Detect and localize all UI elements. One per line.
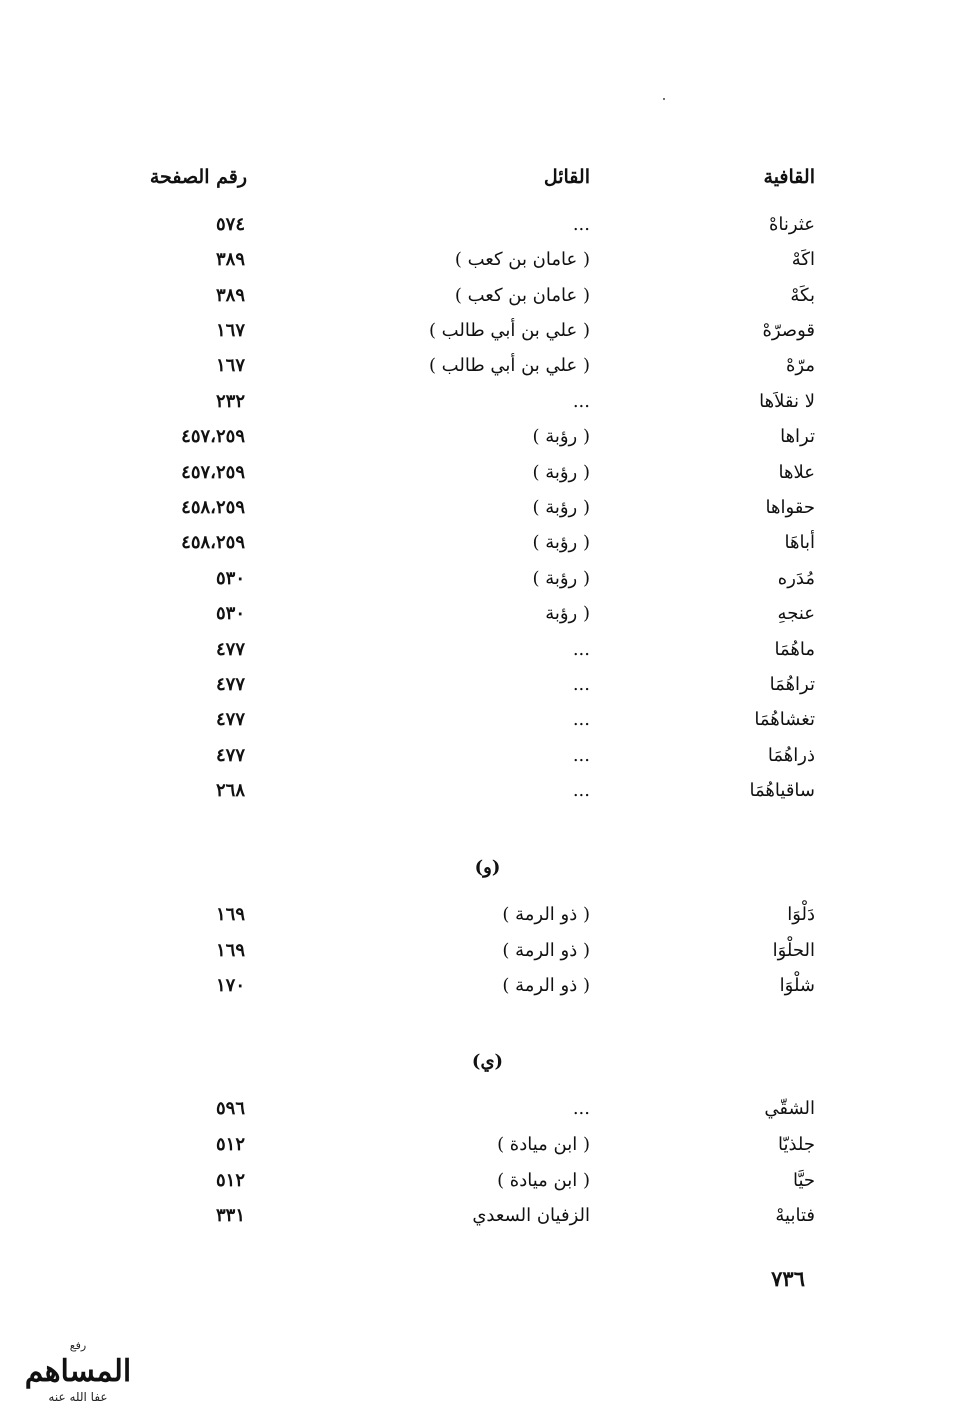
page-cell: ٤٧٧ — [215, 745, 245, 766]
table-row — [0, 780, 975, 814]
rhyme-cell: دَلْوَا — [787, 904, 815, 925]
table-row — [0, 426, 975, 460]
table-row — [0, 1098, 975, 1132]
speaker-cell: ( رؤبة ) — [532, 532, 590, 553]
page-cell: ١٧٠ — [215, 975, 245, 996]
rhyme-cell: ساقياهُمَا — [749, 780, 815, 801]
page-cell: ٥٣٠ — [215, 568, 245, 589]
page-cell: ٤٥٧،٢٥٩ — [181, 462, 245, 483]
header-rhyme: القافية — [763, 166, 815, 188]
rhyme-cell: الحلْوَا — [772, 940, 815, 961]
table-row — [0, 745, 975, 779]
rhyme-cell: قوصرّهْ — [762, 320, 815, 341]
table-row — [0, 462, 975, 496]
rhyme-cell: بكَهْ — [790, 285, 815, 306]
calligraphy-stamp-icon — [18, 1335, 138, 1393]
page-cell: ٤٧٧ — [215, 709, 245, 730]
table-row — [0, 709, 975, 743]
speaker-cell: ( رؤبة ) — [532, 462, 590, 483]
page-cell: ٤٥٧،٢٥٩ — [181, 426, 245, 447]
print-speck — [663, 98, 665, 100]
page-cell: ٥٣٠ — [215, 603, 245, 624]
rhyme-cell: علاها — [778, 462, 815, 483]
table-row — [0, 214, 975, 248]
table-row — [0, 285, 975, 319]
page-cell: ١٦٩ — [215, 940, 245, 961]
table-row — [0, 639, 975, 673]
stamp-signature: عفا الله عنه — [48, 1390, 108, 1404]
speaker-cell: ... — [572, 745, 590, 766]
table-row — [0, 1205, 975, 1239]
speaker-cell: ( ابن ميادة ) — [497, 1134, 590, 1155]
table-row — [0, 603, 975, 637]
rhyme-cell: عثرناهْ — [768, 214, 815, 235]
speaker-cell: ... — [572, 780, 590, 801]
table-row — [0, 674, 975, 708]
table-header — [0, 166, 975, 196]
page-cell: ٣٨٩ — [215, 249, 245, 270]
speaker-cell: ( عامان بن كعب ) — [454, 249, 590, 270]
table-row — [0, 532, 975, 566]
page-cell: ٢٣٢ — [215, 391, 245, 412]
table-row — [0, 355, 975, 389]
rhyme-cell: حقواها — [765, 497, 815, 518]
speaker-cell: ... — [572, 709, 590, 730]
speaker-cell: الزفيان السعدي — [472, 1205, 590, 1226]
speaker-cell: ( علي بن أبي طالب ) — [428, 320, 590, 341]
rhyme-cell: أباهَا — [784, 532, 815, 553]
rhyme-cell: جلذيّا — [777, 1134, 815, 1155]
rhyme-cell: مُدَره — [777, 568, 815, 589]
table-row — [0, 391, 975, 425]
rhyme-cell: تراها — [780, 426, 815, 447]
table-row — [0, 320, 975, 354]
speaker-cell: ( علي بن أبي طالب ) — [428, 355, 590, 376]
header-page-number: رقم الصفحة — [149, 166, 247, 188]
page-cell: ٥١٢ — [215, 1134, 245, 1155]
page-cell: ٥١٢ — [215, 1170, 245, 1191]
page-cell: ٢٦٨ — [215, 780, 245, 801]
speaker-cell: ( رؤبة — [545, 603, 590, 624]
speaker-cell: ( ذو الرمة ) — [502, 940, 590, 961]
speaker-cell: ( رؤبة ) — [532, 568, 590, 589]
speaker-cell: ( عامان بن كعب ) — [454, 285, 590, 306]
table-row — [0, 497, 975, 531]
rhyme-cell: لا نقلاَها — [759, 391, 815, 412]
page-number: ٧٣٦ — [771, 1266, 805, 1291]
page-cell: ١٦٧ — [215, 355, 245, 376]
rhyme-cell: حيَّا — [792, 1170, 815, 1191]
rhyme-cell: تراهُمَا — [769, 674, 815, 695]
rhyme-cell: مرّهْ — [785, 355, 815, 376]
page-cell: ٤٥٨،٢٥٩ — [181, 532, 245, 553]
page-cell: ٣٨٩ — [215, 285, 245, 306]
rhyme-cell: تغشاهُمَا — [754, 709, 815, 730]
page-cell: ٣٣١ — [215, 1205, 245, 1226]
uploader-stamp — [18, 1335, 138, 1410]
page-cell: ٥٧٤ — [215, 214, 245, 235]
rhyme-cell: ذراهُمَا — [767, 745, 815, 766]
rhyme-cell: عنجهِ — [777, 603, 815, 624]
rhyme-cell: شلْوَا — [779, 975, 815, 996]
speaker-cell: ... — [572, 674, 590, 695]
speaker-cell: ( رؤبة ) — [532, 426, 590, 447]
table-row — [0, 904, 975, 938]
speaker-cell: ... — [572, 214, 590, 235]
speaker-cell: ... — [572, 391, 590, 412]
rhyme-cell: اكَهْ — [791, 249, 815, 270]
table-row — [0, 975, 975, 1009]
page-cell: ٤٥٨،٢٥٩ — [181, 497, 245, 518]
page-cell: ٤٧٧ — [215, 674, 245, 695]
table-row — [0, 568, 975, 602]
speaker-cell: ( ذو الرمة ) — [502, 975, 590, 996]
table-row — [0, 1170, 975, 1204]
svg-text:رفع: رفع — [69, 1339, 87, 1352]
rhyme-cell: الشقّي — [764, 1098, 815, 1119]
page-cell: ١٦٩ — [215, 904, 245, 925]
speaker-cell: ( ابن ميادة ) — [497, 1170, 590, 1191]
page-cell: ٥٩٦ — [215, 1098, 245, 1119]
svg-text:المساهم: المساهم — [24, 1354, 132, 1389]
table-row — [0, 249, 975, 283]
speaker-cell: ( ذو الرمة ) — [502, 904, 590, 925]
table-row — [0, 940, 975, 974]
page-cell: ١٦٧ — [215, 320, 245, 341]
section-letter-waw: (و) — [474, 857, 501, 878]
header-speaker: القائل — [543, 166, 590, 188]
speaker-cell: ... — [572, 1098, 590, 1119]
rhyme-cell: فتابيهْ — [775, 1205, 815, 1226]
speaker-cell: ( رؤبة ) — [532, 497, 590, 518]
table-row — [0, 1134, 975, 1168]
page-cell: ٤٧٧ — [215, 639, 245, 660]
rhyme-cell: ماهُمَا — [774, 639, 815, 660]
section-letter-ya: (ي) — [471, 1051, 504, 1072]
speaker-cell: ... — [572, 639, 590, 660]
